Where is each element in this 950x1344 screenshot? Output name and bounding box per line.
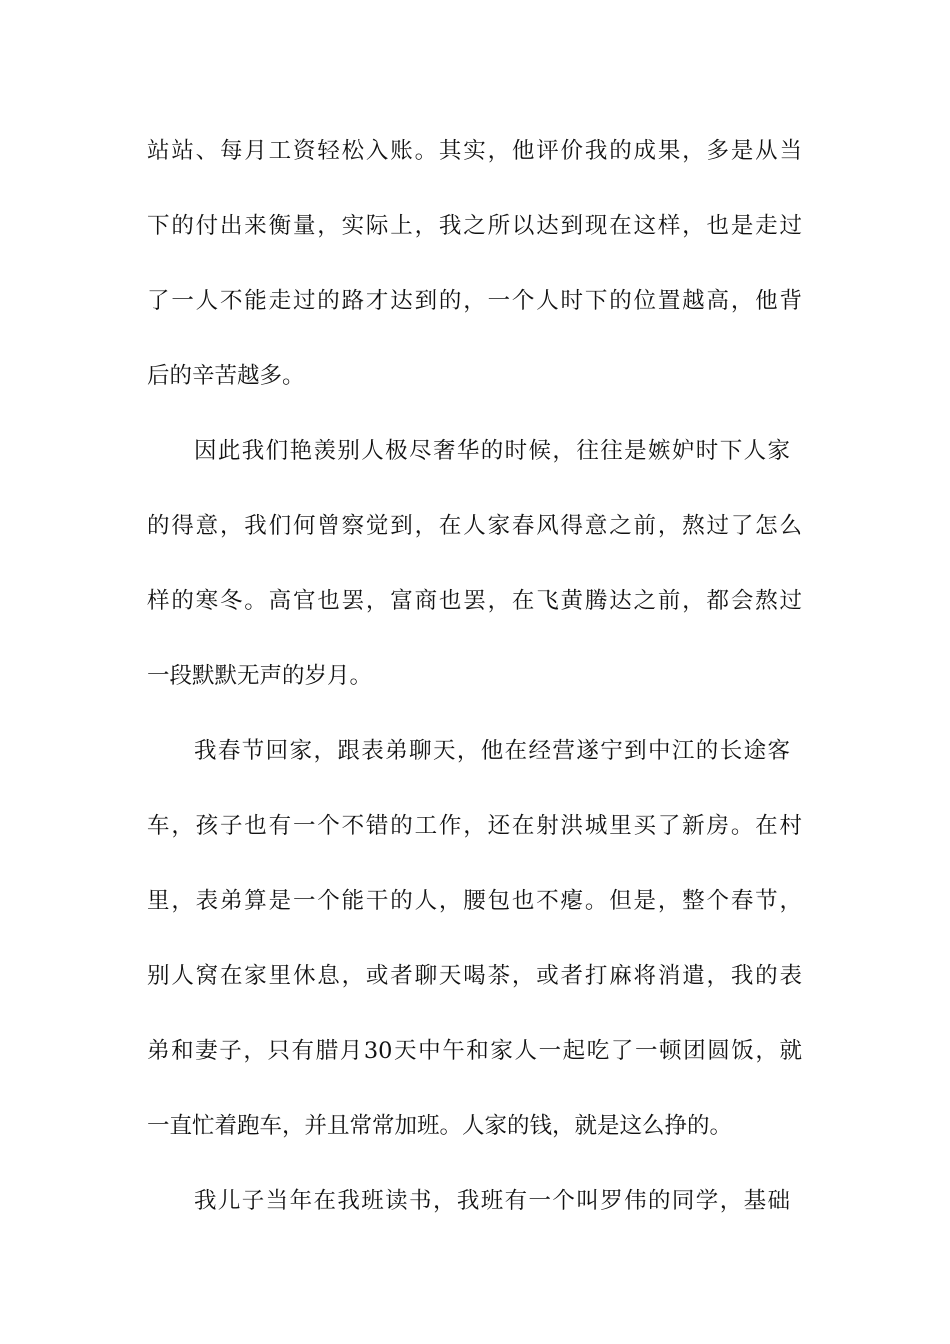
- text-line: 弟和妻子，只有腊月30天中午和家人一起吃了一顿团圆饭，就: [147, 1038, 802, 1064]
- text-line: 车，孩子也有一个不错的工作，还在射洪城里买了新房。在村: [147, 813, 802, 839]
- text-line: 一直忙着跑车，并且常常加班。人家的钱，就是这么挣的。: [147, 1113, 733, 1139]
- text-line: 别人窝在家里休息，或者聊天喝茶，或者打麻将消遣，我的表: [147, 963, 802, 989]
- text-line: 样的寒冬。高官也罢，富商也罢，在飞黄腾达之前，都会熬过: [147, 588, 802, 614]
- paragraph-first-line: 我儿子当年在我班读书，我班有一个叫罗伟的同学，基础: [194, 1188, 790, 1214]
- text-line: 了一人不能走过的路才达到的，一个人时下的位置越高，他背: [147, 288, 802, 314]
- text-line: 下的付出来衡量，实际上，我之所以达到现在这样，也是走过: [147, 213, 802, 239]
- text-line: 的得意，我们何曾察觉到，在人家春风得意之前，熬过了怎么: [147, 513, 802, 539]
- text-line: 一段默默无声的岁月。: [147, 663, 373, 689]
- text-line: 里，表弟算是一个能干的人，腰包也不瘪。但是，整个春节，: [147, 888, 802, 914]
- text-line: 后的辛苦越多。: [147, 363, 305, 389]
- paragraph-first-line: 我春节回家，跟表弟聊天，他在经营遂宁到中江的长途客: [194, 738, 790, 764]
- paragraph-first-line: 因此我们艳羡别人极尽奢华的时候，往往是嫉妒时下人家: [194, 438, 790, 464]
- text-line: 站站、每月工资轻松入账。其实，他评价我的成果，多是从当: [147, 138, 802, 164]
